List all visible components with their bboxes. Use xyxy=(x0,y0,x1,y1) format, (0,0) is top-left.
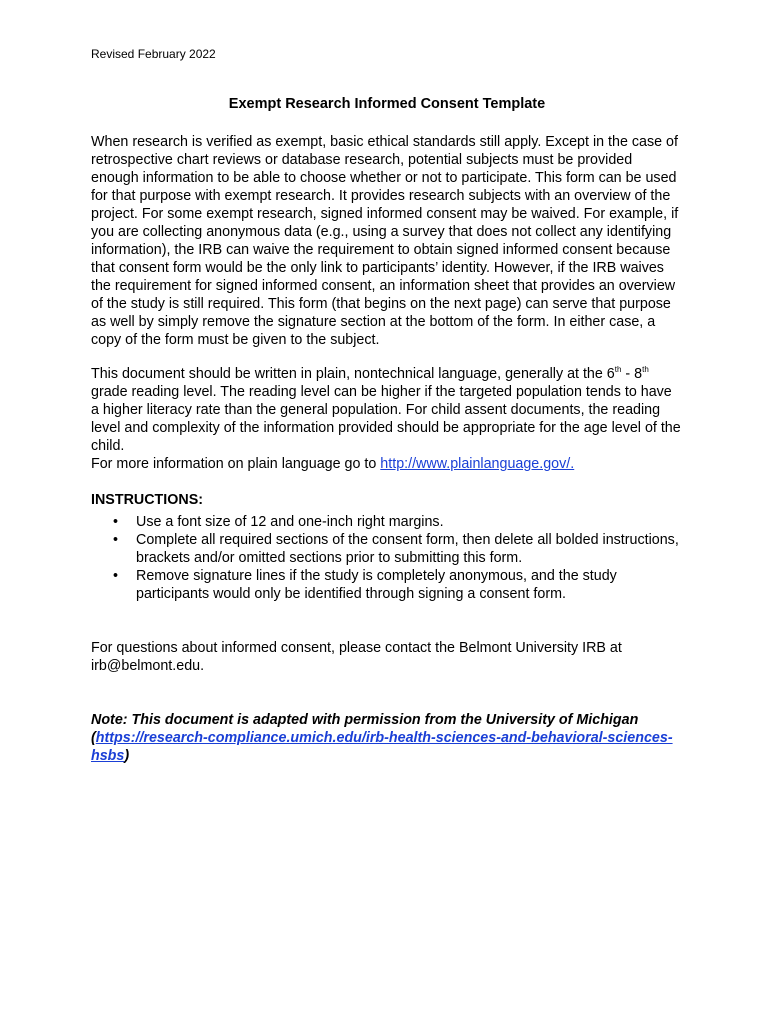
list-item xyxy=(91,513,683,531)
contact-paragraph: For questions about informed consent, please contact the Belmont University IRB at irb@belmont.edu. xyxy=(91,640,622,674)
bullet-icon: • xyxy=(113,532,119,548)
umich-link[interactable]: https://research-compliance.umich.edu/irb-health-sciences-and-behavioral-sciences-hsbs xyxy=(91,730,673,764)
instruction-text: Remove signature lines if the study is completely anonymous, and the study participants would only be identified through signing a consent form. xyxy=(136,568,617,602)
instructions-list xyxy=(91,513,683,603)
list-item xyxy=(91,567,683,603)
intro-paragraph: When research is verified as exempt, basic ethical standards still apply. Except in the case of retrospective chart reviews or database research, potential subjects must be provided enough information to be able to choose whether or not to participate. This form can be used for that purpose with exempt research. It provides research subjects with an overview of the project. For some exempt research, signed informed consent may be waived. For example, if you are collecting anonymous data (e.g., using a survey that does not collect any identifying information), the IRB can waive the requirement to obtain signed informed consent because that consent form would be the only link to participants’ identity. However, if the IRB waives the requirement for signed informed consent, an information sheet that provides an overview of the study is still required. This form (that begins on the next page) can serve that purpose as well by simply remove the signature section at the bottom of the form. In either case, a copy of the form must be given to the subject. xyxy=(91,134,679,348)
bullet-icon: • xyxy=(113,568,119,584)
plain-language-link[interactable]: http://www.plainlanguage.gov/. xyxy=(380,456,575,472)
plain-language-text-1: This document should be written in plain, nontechnical language, generally at the 6 xyxy=(91,366,615,382)
superscript-th-1: th xyxy=(614,365,622,375)
instruction-text: Complete all required sections of the consent form, then delete all bolded instructions, brackets and/or omitted sections prior to submitting this form. xyxy=(136,532,679,566)
adaptation-note xyxy=(91,711,683,765)
document-title: Exempt Research Informed Consent Template xyxy=(228,96,546,112)
note-prefix: Note: This document is adapted with permission from the University of Michigan ( xyxy=(91,712,639,746)
more-info-text: For more information on plain language go to xyxy=(91,456,381,472)
revision-date: Revised February 2022 xyxy=(91,47,216,61)
bullet-icon: • xyxy=(113,514,119,530)
document-page xyxy=(91,46,683,779)
plain-language-paragraph xyxy=(91,365,683,473)
note-suffix: ) xyxy=(124,748,130,764)
instructions-heading: INSTRUCTIONS: xyxy=(91,492,203,508)
list-item xyxy=(91,531,683,567)
plain-language-text-2: - 8 xyxy=(621,366,643,382)
instruction-text: Use a font size of 12 and one-inch right margins. xyxy=(136,514,444,530)
superscript-th-2: th xyxy=(642,365,649,375)
plain-language-text-3: grade reading level. The reading level can be higher if the targeted population tends to have a higher literacy rate than the general population. For child assent documents, the reading level and complexity of the information provided should be appropriate for the age level of the child. xyxy=(91,384,681,454)
